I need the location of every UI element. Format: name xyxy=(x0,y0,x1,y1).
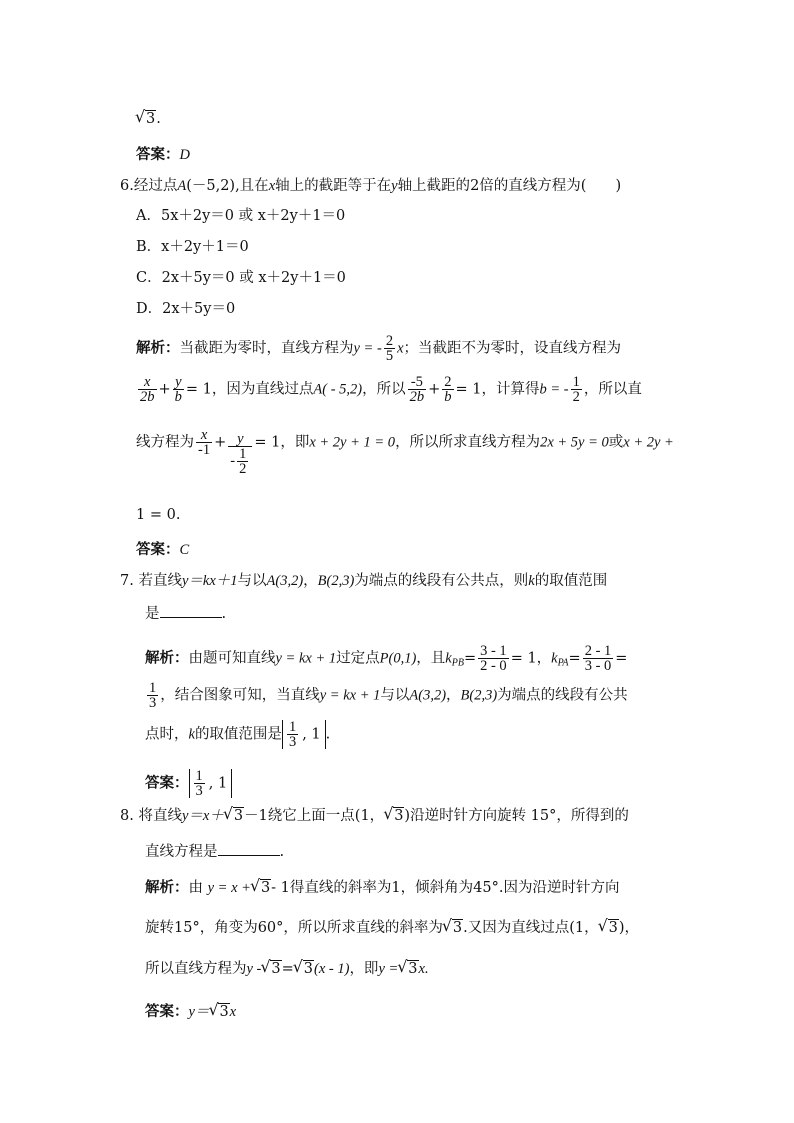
fraction: $\frac{2 - 1}{3 - 0}$ xyxy=(584,643,612,674)
sqrt-symbol: √ 3 xyxy=(251,878,271,898)
sqrt-symbol: √ 3 xyxy=(398,959,418,979)
q8-solution-line-3: 所以直线方程为y -√ 3=√ 3(x - 1)，即y =√ 3x. xyxy=(145,959,429,979)
fraction: $\frac{1}{2}$ xyxy=(572,374,580,405)
fraction: $\frac{2}{5}$ xyxy=(385,333,394,364)
answer-blank xyxy=(160,603,222,618)
q6-option-c: C．2x＋5y＝0 或 x＋2y＋1＝0 xyxy=(136,270,346,286)
q8-solution-line-1: 解析：由 y = x +√ 3- 1得直线的斜率为1，倾斜角为45°.因为沿逆时针方向 xyxy=(145,878,619,898)
q5-answer: 答案：D xyxy=(136,146,190,163)
q7-solution-line-2: $\frac{1}{3}$ ，结合图象可知，当直线y = kx + 1与以A(3,2)，B(2,3)为端点的线段有公共 xyxy=(149,680,628,711)
fraction: $\frac{2}{b}$ xyxy=(444,374,452,405)
sqrt-symbol: √ 3 xyxy=(209,1002,229,1022)
q6-solution-line-2: $\frac{x}{2b}$ + $\frac{y}{b}$ = 1，因为直线过点A( - 5,2)，所以 $\frac{-5}{2b}$ + $\frac{2}{b}$ = 1，计算得b = - $\frac{1}{2}$ ，所以直 xyxy=(140,374,642,405)
q6-stem: 6.经过点A(－5,2),且在x轴上的截距等于在y轴上截距的2倍的直线方程为( ) xyxy=(120,178,622,194)
fraction: $\frac{1}{3}$ xyxy=(149,680,157,711)
fraction: $\frac{1}{2}$ xyxy=(239,445,247,477)
fraction: $\frac{y}{b}$ xyxy=(174,374,182,405)
fraction: $\frac{x}{2b}$ xyxy=(140,374,155,405)
sqrt-symbol: √ 3 xyxy=(443,918,463,938)
q6-solution-line-4: 1 = 0. xyxy=(136,507,181,523)
sqrt-symbol: √ 3 xyxy=(136,109,156,129)
q8-answer: 答案：y＝√ 3x xyxy=(145,1002,236,1022)
fraction: $\frac{1}{3}$ xyxy=(195,768,203,799)
q8-stem: 8. 将直线y＝x＋√ 3－1绕它上面一点(1，√ 3)沿逆时针方向旋转 15°，所得到的 xyxy=(120,806,629,826)
q8-solution-line-2: 旋转15°，角变为60°，所以所求直线的斜率为√ 3.又因为直线过点(1，√ 3)， xyxy=(145,918,639,938)
fraction: $\frac{x}{-1}$ xyxy=(198,427,211,458)
q6-option-d: D．2x＋5y＝0 xyxy=(136,301,236,317)
fraction: $\frac{-5}{2b}$ xyxy=(409,374,425,405)
q7-answer: 答案： $\frac{1}{3}$ , 1 xyxy=(145,769,232,798)
sqrt-symbol: √ 3 xyxy=(384,806,404,826)
sqrt-symbol: √ 3 xyxy=(224,806,244,826)
q6-option-a: A．5x＋2y＝0 或 x＋2y＋1＝0 xyxy=(136,208,346,224)
q6-option-b: B．x＋2y＋1＝0 xyxy=(136,239,249,255)
q6-solution-line-1: 解析：当截距为零时，直线方程为y = - $\frac{2}{5}$ x；当截距不为零时，设直线方程为 xyxy=(136,333,621,364)
continued-fragment: √ 3. xyxy=(136,109,161,129)
q7-solution-line-1: 解析：由题可知直线y = kx + 1过定点P(0,1)，且$k_{PB}=$ $\frac{3 - 1}{2 - 0}$ = 1，$k_{PA}=$ $\frac{2 - 1}{3 - 0}$ = xyxy=(145,643,628,674)
answer-blank xyxy=(218,841,280,856)
q7-stem: 7. 若直线y＝kx＋1与以A(3,2)，B(2,3)为端点的线段有公共点，则k的取值范围 xyxy=(120,573,608,589)
fraction: $\frac{3 - 1}{2 - 0}$ xyxy=(480,643,507,674)
interval-bracket: $\frac{1}{3}$ , 1 xyxy=(282,720,326,749)
q7-solution-line-3: 点时，k的取值范围是 $\frac{1}{3}$ , 1 . xyxy=(145,719,331,750)
sqrt-symbol: √ 3 xyxy=(599,918,619,938)
q7-stem-line-2: 是 . xyxy=(145,603,226,624)
q6-answer: 答案：C xyxy=(136,541,190,558)
q6-solution-line-3: 线方程为 $\frac{x}{-1}$ + y - $\frac{1}{2}$ = 1，即x + 2y + 1 = 0，所以所求直线方程为2x + 5y = 0或x + 2y + xyxy=(136,427,674,477)
q8-stem-line-2: 直线方程是 . xyxy=(145,841,284,862)
sqrt-symbol: √ 3 xyxy=(261,959,281,979)
fraction: y - $\frac{1}{2}$ xyxy=(228,432,252,476)
interval-bracket: $\frac{1}{3}$ , 1 xyxy=(189,769,233,798)
sqrt-symbol: √ 3 xyxy=(294,959,314,979)
fraction: $\frac{1}{3}$ xyxy=(288,719,297,750)
